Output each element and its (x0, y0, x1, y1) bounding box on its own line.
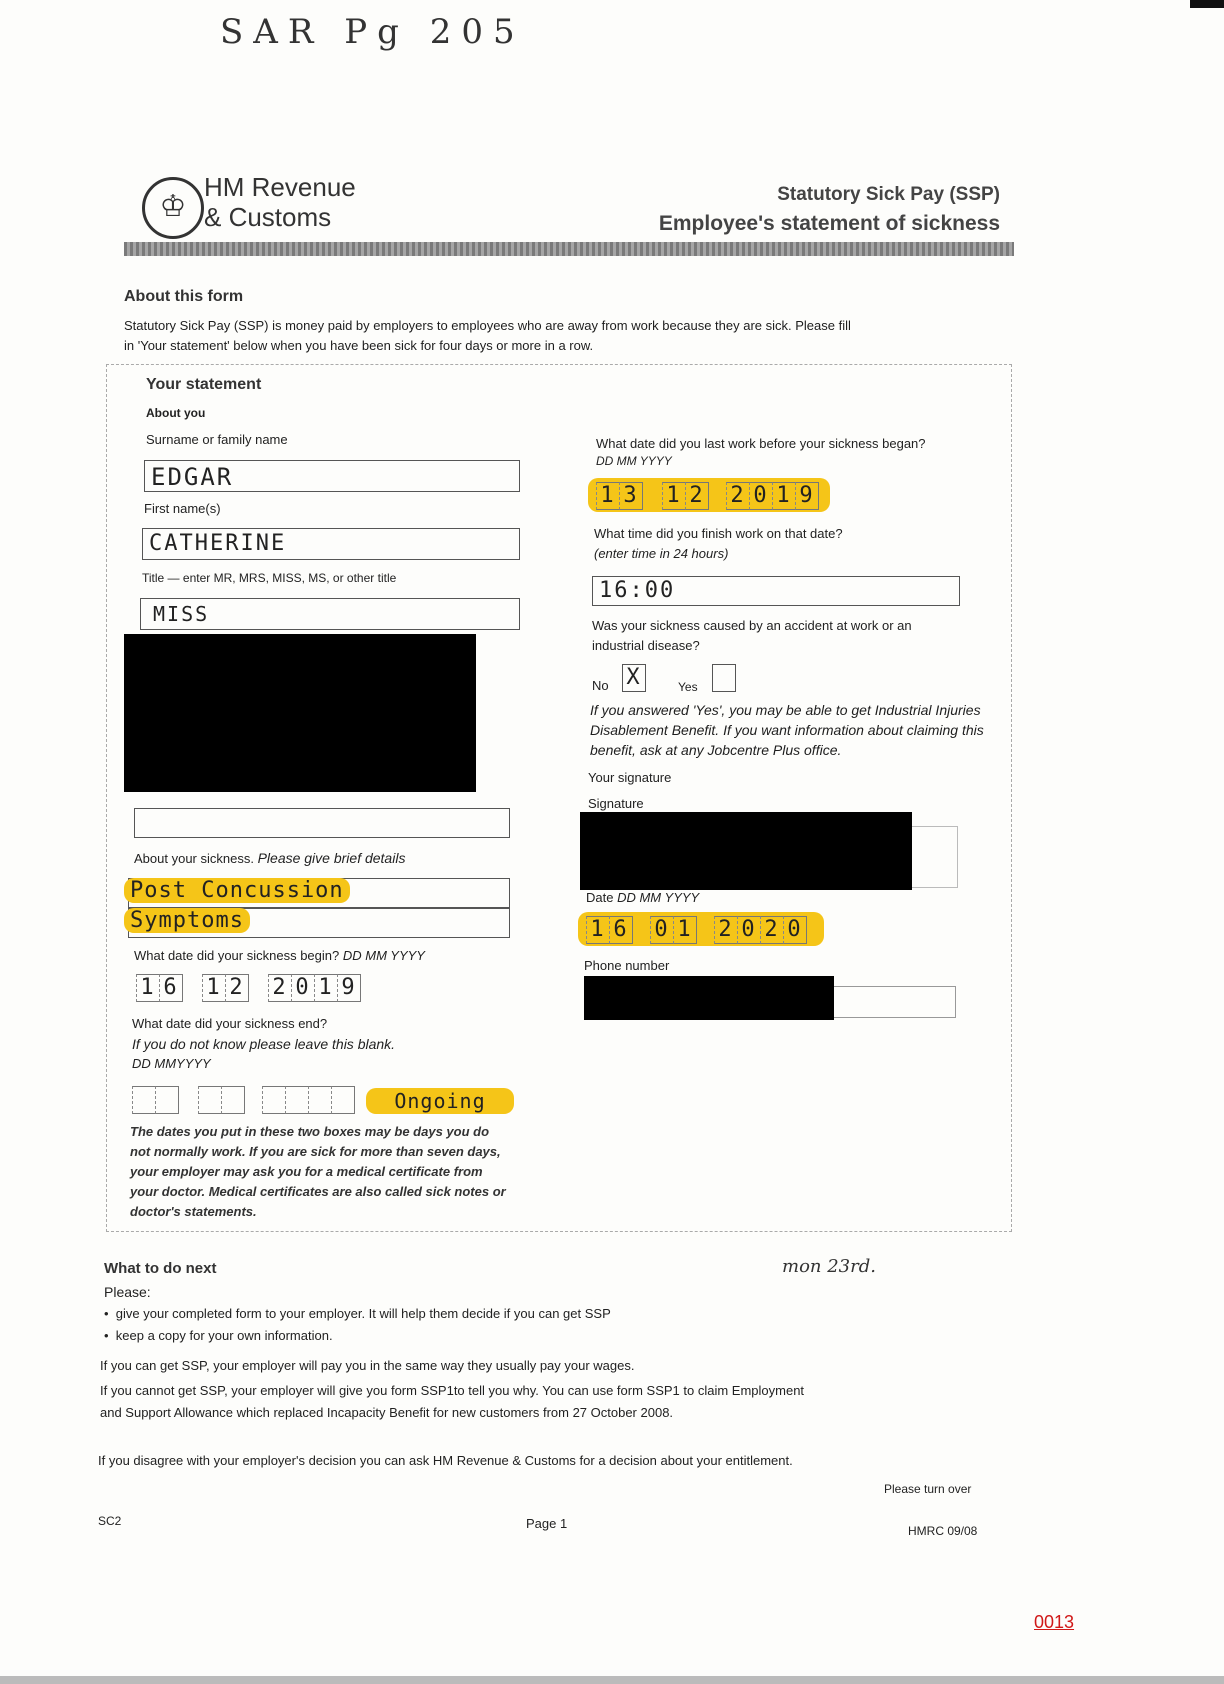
accident-label: Was your sickness caused by an accident at work or an industrial disease? (592, 618, 912, 653)
yes-label: Yes (678, 680, 698, 694)
form-code: SC2 (98, 1514, 122, 1528)
turn-over: Please turn over (884, 1482, 972, 1496)
next-please: Please: (104, 1284, 151, 1300)
no-checkbox[interactable]: X (622, 664, 646, 692)
begin-date-format: DD MM YYYY (342, 948, 425, 963)
about-you-label: About you (146, 406, 206, 420)
surname-field[interactable] (144, 460, 520, 492)
begin-date-yyyy[interactable] (268, 974, 361, 1002)
org-name (204, 172, 356, 232)
redacted-phone (584, 976, 834, 1020)
no-label: No (592, 678, 609, 693)
next-bullet1-text: give your completed form to your employer. It will help them decide if you can get SSP (115, 1306, 611, 1321)
sign-date-label (586, 890, 699, 905)
digit: 1 (202, 974, 225, 1002)
next-heading: What to do next (104, 1260, 217, 1277)
digit: 1 (136, 974, 159, 1002)
digit: 2 (225, 974, 249, 1002)
signature-label: Signature (588, 796, 644, 811)
finish-time-note: (enter time in 24 hours) (594, 546, 729, 561)
yes-checkbox[interactable] (712, 664, 736, 692)
digit: 1 (662, 482, 685, 510)
finish-time-field[interactable] (592, 576, 960, 606)
phone-label: Phone number (584, 958, 670, 973)
form-version: HMRC 09/08 (908, 1524, 978, 1538)
digit: 2 (268, 974, 291, 1002)
digit: 0 (749, 482, 772, 510)
redacted-number-field[interactable] (134, 808, 510, 838)
next-para1: If you can get SSP, your employer will pay you in the same way they usually pay your wages. (100, 1358, 635, 1373)
digit (308, 1086, 331, 1114)
hmrc-crest-logo: ♔ (142, 177, 204, 239)
digit: 0 (737, 916, 760, 944)
accident-note: If you answered 'Yes', you may be able to get Industrial Injuries Disablement Benefit. If you want information about claiming this benefit, ask at any Jobcentre Plus office. (590, 702, 984, 758)
digit (198, 1086, 221, 1114)
sign-date-label-text: Date (586, 890, 614, 905)
begin-date-label-text: What date did your sickness begin? (134, 948, 340, 963)
sickness-value-line2: Symptoms (124, 908, 250, 933)
digit (132, 1086, 155, 1114)
end-date-label: What date did your sickness end? (132, 1016, 328, 1031)
sickness-label-text: About your sickness. (134, 851, 254, 866)
first-name-label: First name(s) (144, 501, 221, 516)
bates-number: 0013 (1034, 1612, 1075, 1632)
form-title (659, 184, 1000, 236)
next-para3: If you disagree with your employer's decision you can ask HM Revenue & Customs for a decision about your entitlement. (98, 1453, 793, 1468)
org-line1: HM Revenue (204, 172, 356, 202)
first-name-value: CATHERINE (149, 531, 287, 556)
digit (221, 1086, 245, 1114)
digit (331, 1086, 355, 1114)
dates-note: The dates you put in these two boxes may be days you do not normally work. If you are sick for more than seven days, your employer may ask you for a medical certificate from your doctor. Medical certificates are also called sick notes or doctor's statements. (130, 1124, 506, 1219)
sickness-label (134, 850, 405, 866)
sign-date-yyyy[interactable] (714, 916, 807, 944)
digit: 0 (650, 916, 673, 944)
digit (285, 1086, 308, 1114)
form-title-line1: Statutory Sick Pay (SSP) (777, 184, 1000, 205)
end-date-mm[interactable] (198, 1086, 245, 1114)
about-text: Statutory Sick Pay (SSP) is money paid by employers to employees who are away from work because they are sick. Please fill in 'Your statement' below when you have been sick for four days or more in a row. (124, 318, 851, 353)
header-rule (124, 242, 1014, 256)
surname-label: Surname or family name (146, 432, 288, 447)
end-date-format: DD MMYYYY (132, 1056, 211, 1071)
redacted-block (124, 634, 476, 792)
begin-date-dd[interactable] (136, 974, 183, 1002)
redacted-signature (580, 812, 912, 890)
next-bullet2-text: keep a copy for your own information. (115, 1328, 333, 1343)
digit: 1 (314, 974, 337, 1002)
bullet-icon: • (104, 1328, 116, 1343)
statement-heading: Your statement (146, 376, 262, 393)
digit: 2 (685, 482, 709, 510)
next-bullet2 (104, 1328, 333, 1343)
digit: 2 (714, 916, 737, 944)
surname-value: EDGAR (151, 463, 234, 491)
digit: 0 (783, 916, 807, 944)
begin-date-mm[interactable] (202, 974, 249, 1002)
handwritten-annotation: SAR Pg 205 (220, 12, 525, 52)
form-title-line2: Employee's statement of sickness (658, 212, 1000, 235)
org-line2: & Customs (204, 202, 332, 232)
begin-date-label (134, 948, 425, 963)
end-date-value: Ongoing (366, 1088, 514, 1114)
digit (262, 1086, 285, 1114)
last-work-format: DD MM YYYY (596, 454, 672, 468)
title-field[interactable] (140, 598, 520, 630)
digit: 2 (760, 916, 783, 944)
digit: 3 (619, 482, 643, 510)
digit: 1 (772, 482, 795, 510)
edge-mark (1190, 0, 1224, 8)
end-date-note: If you do not know please leave this blank. (132, 1036, 396, 1052)
sign-date-format: DD MM YYYY (617, 890, 700, 905)
digit: 1 (673, 916, 697, 944)
digit: 1 (596, 482, 619, 510)
page-number: Page 1 (526, 1516, 568, 1531)
digit: 9 (795, 482, 819, 510)
digit: 1 (586, 916, 609, 944)
title-value: MISS (153, 602, 210, 626)
digit (155, 1086, 179, 1114)
next-para2: If you cannot get SSP, your employer will give you form SSP1to tell you why. You can use form SSP1 to claim Employment and Support Allowance which replaced Incapacity Benefit for new customers from 27 October 2008. (100, 1383, 805, 1420)
sickness-label-italic: Please give brief details (257, 850, 406, 866)
last-work-label: What date did you last work before your sickness began? (596, 436, 926, 451)
digit: 6 (159, 974, 183, 1002)
sign-date-mm[interactable] (650, 916, 697, 944)
finish-time-label: What time did you finish work on that date? (594, 526, 843, 541)
last-work-yyyy[interactable] (726, 482, 819, 510)
handwritten-note: mon 23rd. (782, 1256, 876, 1277)
digit: 6 (609, 916, 633, 944)
last-work-dd[interactable] (596, 482, 643, 510)
next-bullet1 (104, 1306, 611, 1321)
digit: 2 (726, 482, 749, 510)
sign-date-dd[interactable] (586, 916, 633, 944)
last-work-mm[interactable] (662, 482, 709, 510)
sickness-value-line1: Post Concussion (124, 878, 350, 903)
signature-heading: Your signature (588, 770, 672, 785)
finish-time-value: 16:00 (599, 578, 676, 603)
digit: 9 (337, 974, 361, 1002)
bullet-icon: • (104, 1306, 116, 1321)
bottom-edge (0, 1676, 1224, 1684)
about-heading: About this form (124, 288, 244, 305)
end-date-dd[interactable] (132, 1086, 179, 1114)
title-label: Title — enter MR, MRS, MISS, MS, or other title (142, 571, 397, 585)
first-name-field[interactable] (142, 528, 520, 560)
end-date-yyyy[interactable] (262, 1086, 355, 1114)
digit: 0 (291, 974, 314, 1002)
